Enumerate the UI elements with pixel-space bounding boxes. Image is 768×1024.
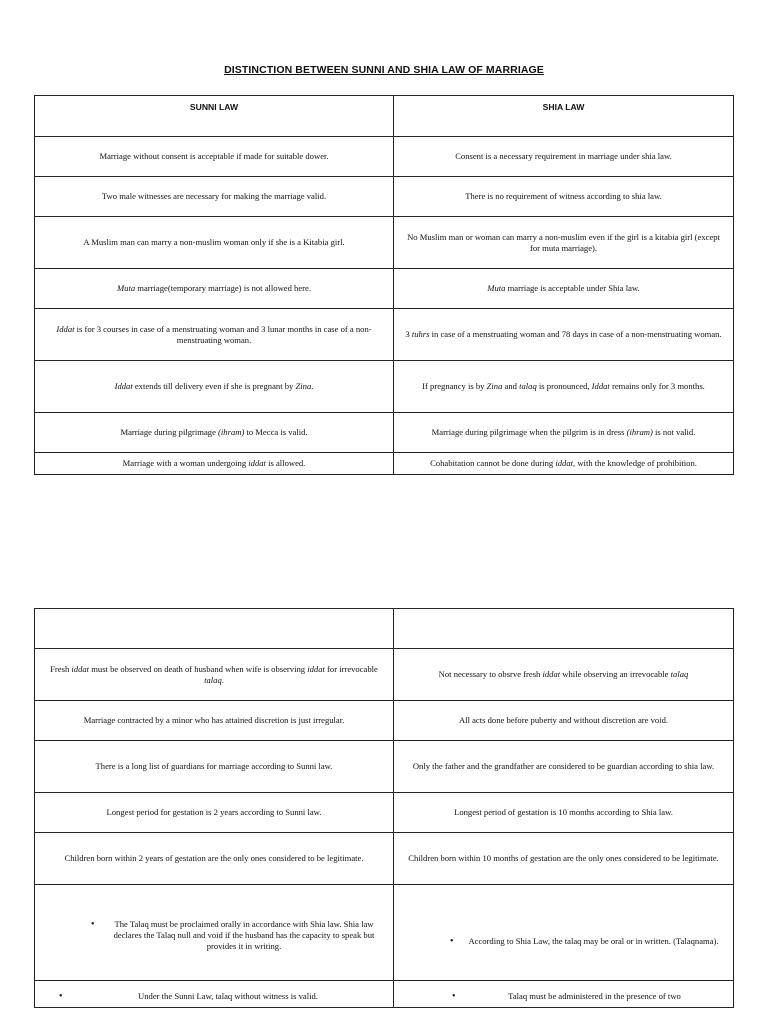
shia-cell: Longest period of gestation is 10 months according to Shia law. (394, 793, 734, 833)
bullet-list (464, 936, 723, 947)
empty-header-row (35, 609, 734, 649)
table-row (35, 793, 734, 833)
bullet-item: • Talaq must be administered in the presence of two (466, 991, 723, 1002)
shia-cell: Only the father and the grandfather are considered to be guardian according to shia law. (394, 741, 734, 793)
table-row (35, 177, 734, 217)
table-row (35, 217, 734, 269)
bullet-item: • According to Shia Law, the talaq may be oral or in written. (Talaqnama). (464, 936, 723, 947)
comparison-table-1 (34, 95, 734, 475)
shia-cell: Marriage during pilgrimage when the pilgrim is in dress (ihram) is not valid. (394, 413, 734, 453)
table-row (35, 701, 734, 741)
table-row (35, 833, 734, 885)
shia-cell: Cohabitation cannot be done during iddat, with the knowledge of prohibition. (394, 453, 734, 475)
sunni-bullet-cell (35, 885, 394, 981)
shia-cell: If pregnancy is by Zina and talaq is pronounced, Iddat remains only for 3 months. (394, 361, 734, 413)
shia-cell: Not necessary to obsrve fresh iddat while observing an irrevocable talaq (394, 649, 734, 701)
sunni-cell: Two male witnesses are necessary for making the marriage valid. (35, 177, 394, 217)
table-row (35, 269, 734, 309)
comparison-table-2 (34, 608, 734, 1008)
sunni-cell: Iddat is for 3 courses in case of a menstruating woman and 3 lunar months in case of a non-menstruating woman. (35, 309, 394, 361)
table-row (35, 453, 734, 475)
table-row (35, 649, 734, 701)
table-row (35, 413, 734, 453)
shia-cell: Muta marriage is acceptable under Shia law. (394, 269, 734, 309)
shia-law-header: SHIA LAW (394, 96, 734, 137)
bullet-list (466, 991, 723, 1002)
table-header-row (35, 96, 734, 137)
bullet-list (73, 991, 383, 1002)
sunni-cell: Marriage with a woman undergoing iddat is allowed. (35, 453, 394, 475)
sunni-cell: Marriage contracted by a minor who has attained discretion is just irregular. (35, 701, 394, 741)
shia-cell: Consent is a necessary requirement in marriage under shia law. (394, 137, 734, 177)
sunni-cell: Longest period for gestation is 2 years according to Sunni law. (35, 793, 394, 833)
shia-cell: No Muslim man or woman can marry a non-muslim even if the girl is a kitabia girl (except for muta marriage). (394, 217, 734, 269)
sunni-bullet-cell (35, 981, 394, 1008)
table-row (35, 309, 734, 361)
bullet-list (105, 919, 383, 952)
table-row (35, 361, 734, 413)
shia-bullet-cell (394, 885, 734, 981)
bullet-item: • Under the Sunni Law, talaq without witness is valid. (73, 991, 383, 1002)
sunni-cell: Marriage without consent is acceptable if made for suitable dower. (35, 137, 394, 177)
shia-cell: Children born within 10 months of gestation are the only ones considered to be legitimate. (394, 833, 734, 885)
table-row (35, 741, 734, 793)
sunni-law-header: SUNNI LAW (35, 96, 394, 137)
shia-cell: 3 tuhrs in case of a menstruating woman and 78 days in case of a non-menstruating woman. (394, 309, 734, 361)
shia-cell: All acts done before puberty and without discretion are void. (394, 701, 734, 741)
shia-bullet-cell (394, 981, 734, 1008)
bullet-item: • The Talaq must be proclaimed orally in accordance with Shia law. Shia law declares the Talaq null and void if the husband has the capacity to speak but provides it in writing. (105, 919, 383, 952)
sunni-cell: A Muslim man can marry a non-muslim woman only if she is a Kitabia girl. (35, 217, 394, 269)
table-row (35, 137, 734, 177)
empty-cell (394, 609, 734, 649)
empty-cell (35, 609, 394, 649)
table-row (35, 981, 734, 1008)
table-row (35, 885, 734, 981)
sunni-cell: Iddat extends till delivery even if she is pregnant by Zina. (35, 361, 394, 413)
shia-cell: There is no requirement of witness according to shia law. (394, 177, 734, 217)
sunni-cell: Children born within 2 years of gestation are the only ones considered to be legitimate. (35, 833, 394, 885)
sunni-cell: Fresh iddat must be observed on death of husband when wife is observing iddat for irrevocable talaq. (35, 649, 394, 701)
sunni-cell: Marriage during pilgrimage (ihram) to Mecca is valid. (35, 413, 394, 453)
sunni-cell: There is a long list of guardians for marriage according to Sunni law. (35, 741, 394, 793)
sunni-cell: Muta marriage(temporary marriage) is not allowed here. (35, 269, 394, 309)
document-title: DISTINCTION BETWEEN SUNNI AND SHIA LAW OF MARRIAGE (224, 64, 544, 76)
